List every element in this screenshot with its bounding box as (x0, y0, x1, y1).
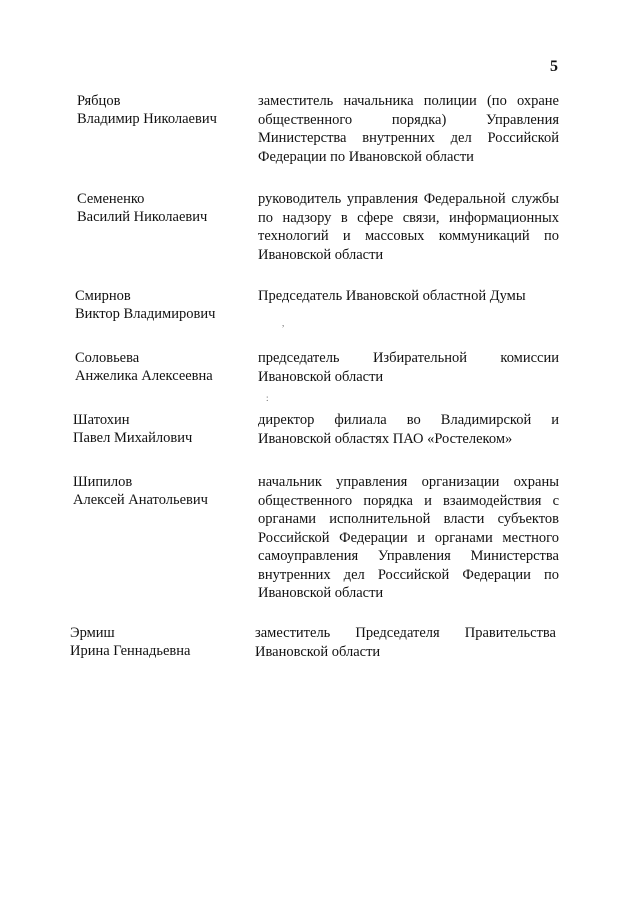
member-surname: Шатохин (73, 412, 130, 428)
member-position: директор филиала во Владимирской и Ивановской областях ПАО «Ростелеком» (258, 412, 559, 447)
member-surname: Рябцов (77, 93, 121, 109)
member-given-names: Павел Михайлович (73, 430, 193, 446)
member-position: заместитель начальника полиции (по охране общественного порядка) Управления Министерства внутренних дел Российской Федерации по Ивановской области (258, 93, 559, 165)
member-surname: Эрмиш (70, 625, 115, 641)
member-surname: Смирнов (75, 288, 131, 304)
member-name (73, 473, 208, 509)
member-name (75, 349, 213, 385)
member-given-names: Ирина Геннадьевна (70, 643, 191, 659)
member-name (73, 411, 192, 447)
scan-mark: , (282, 318, 285, 328)
member-position: председатель Избирательной комиссии Ивановской области (258, 350, 559, 385)
scan-mark: : (266, 393, 269, 403)
member-given-names: Виктор Владимирович (75, 306, 216, 322)
member-given-names: Василий Николаевич (77, 209, 208, 225)
member-position: начальник управления организации охраны общественного порядка и взаимодействия с органами исполнительной власти субъектов Российской Федерации и органами местного самоуправления Управления Министерства внутренних дел Российской Федерации по Ивановской области (258, 474, 559, 601)
member-position: руководитель управления Федеральной службы по надзору в сфере связи, информационных технологий и массовых коммуникаций по Ивановской области (258, 191, 559, 263)
member-given-names: Владимир Николаевич (77, 111, 217, 127)
member-name (77, 190, 207, 226)
member-position: заместитель Председателя Правительства Ивановской области (255, 625, 556, 660)
member-name (70, 624, 190, 660)
member-given-names: Алексей Анатольевич (73, 492, 208, 508)
page-number: 5 (550, 58, 558, 75)
member-surname: Шипилов (73, 474, 133, 490)
member-given-names: Анжелика Алексеевна (75, 368, 213, 384)
member-surname: Семененко (77, 191, 145, 207)
member-name (75, 287, 215, 323)
member-surname: Соловьева (75, 350, 140, 366)
member-position: Председатель Ивановской областной Думы (258, 288, 526, 304)
member-name (77, 92, 217, 128)
